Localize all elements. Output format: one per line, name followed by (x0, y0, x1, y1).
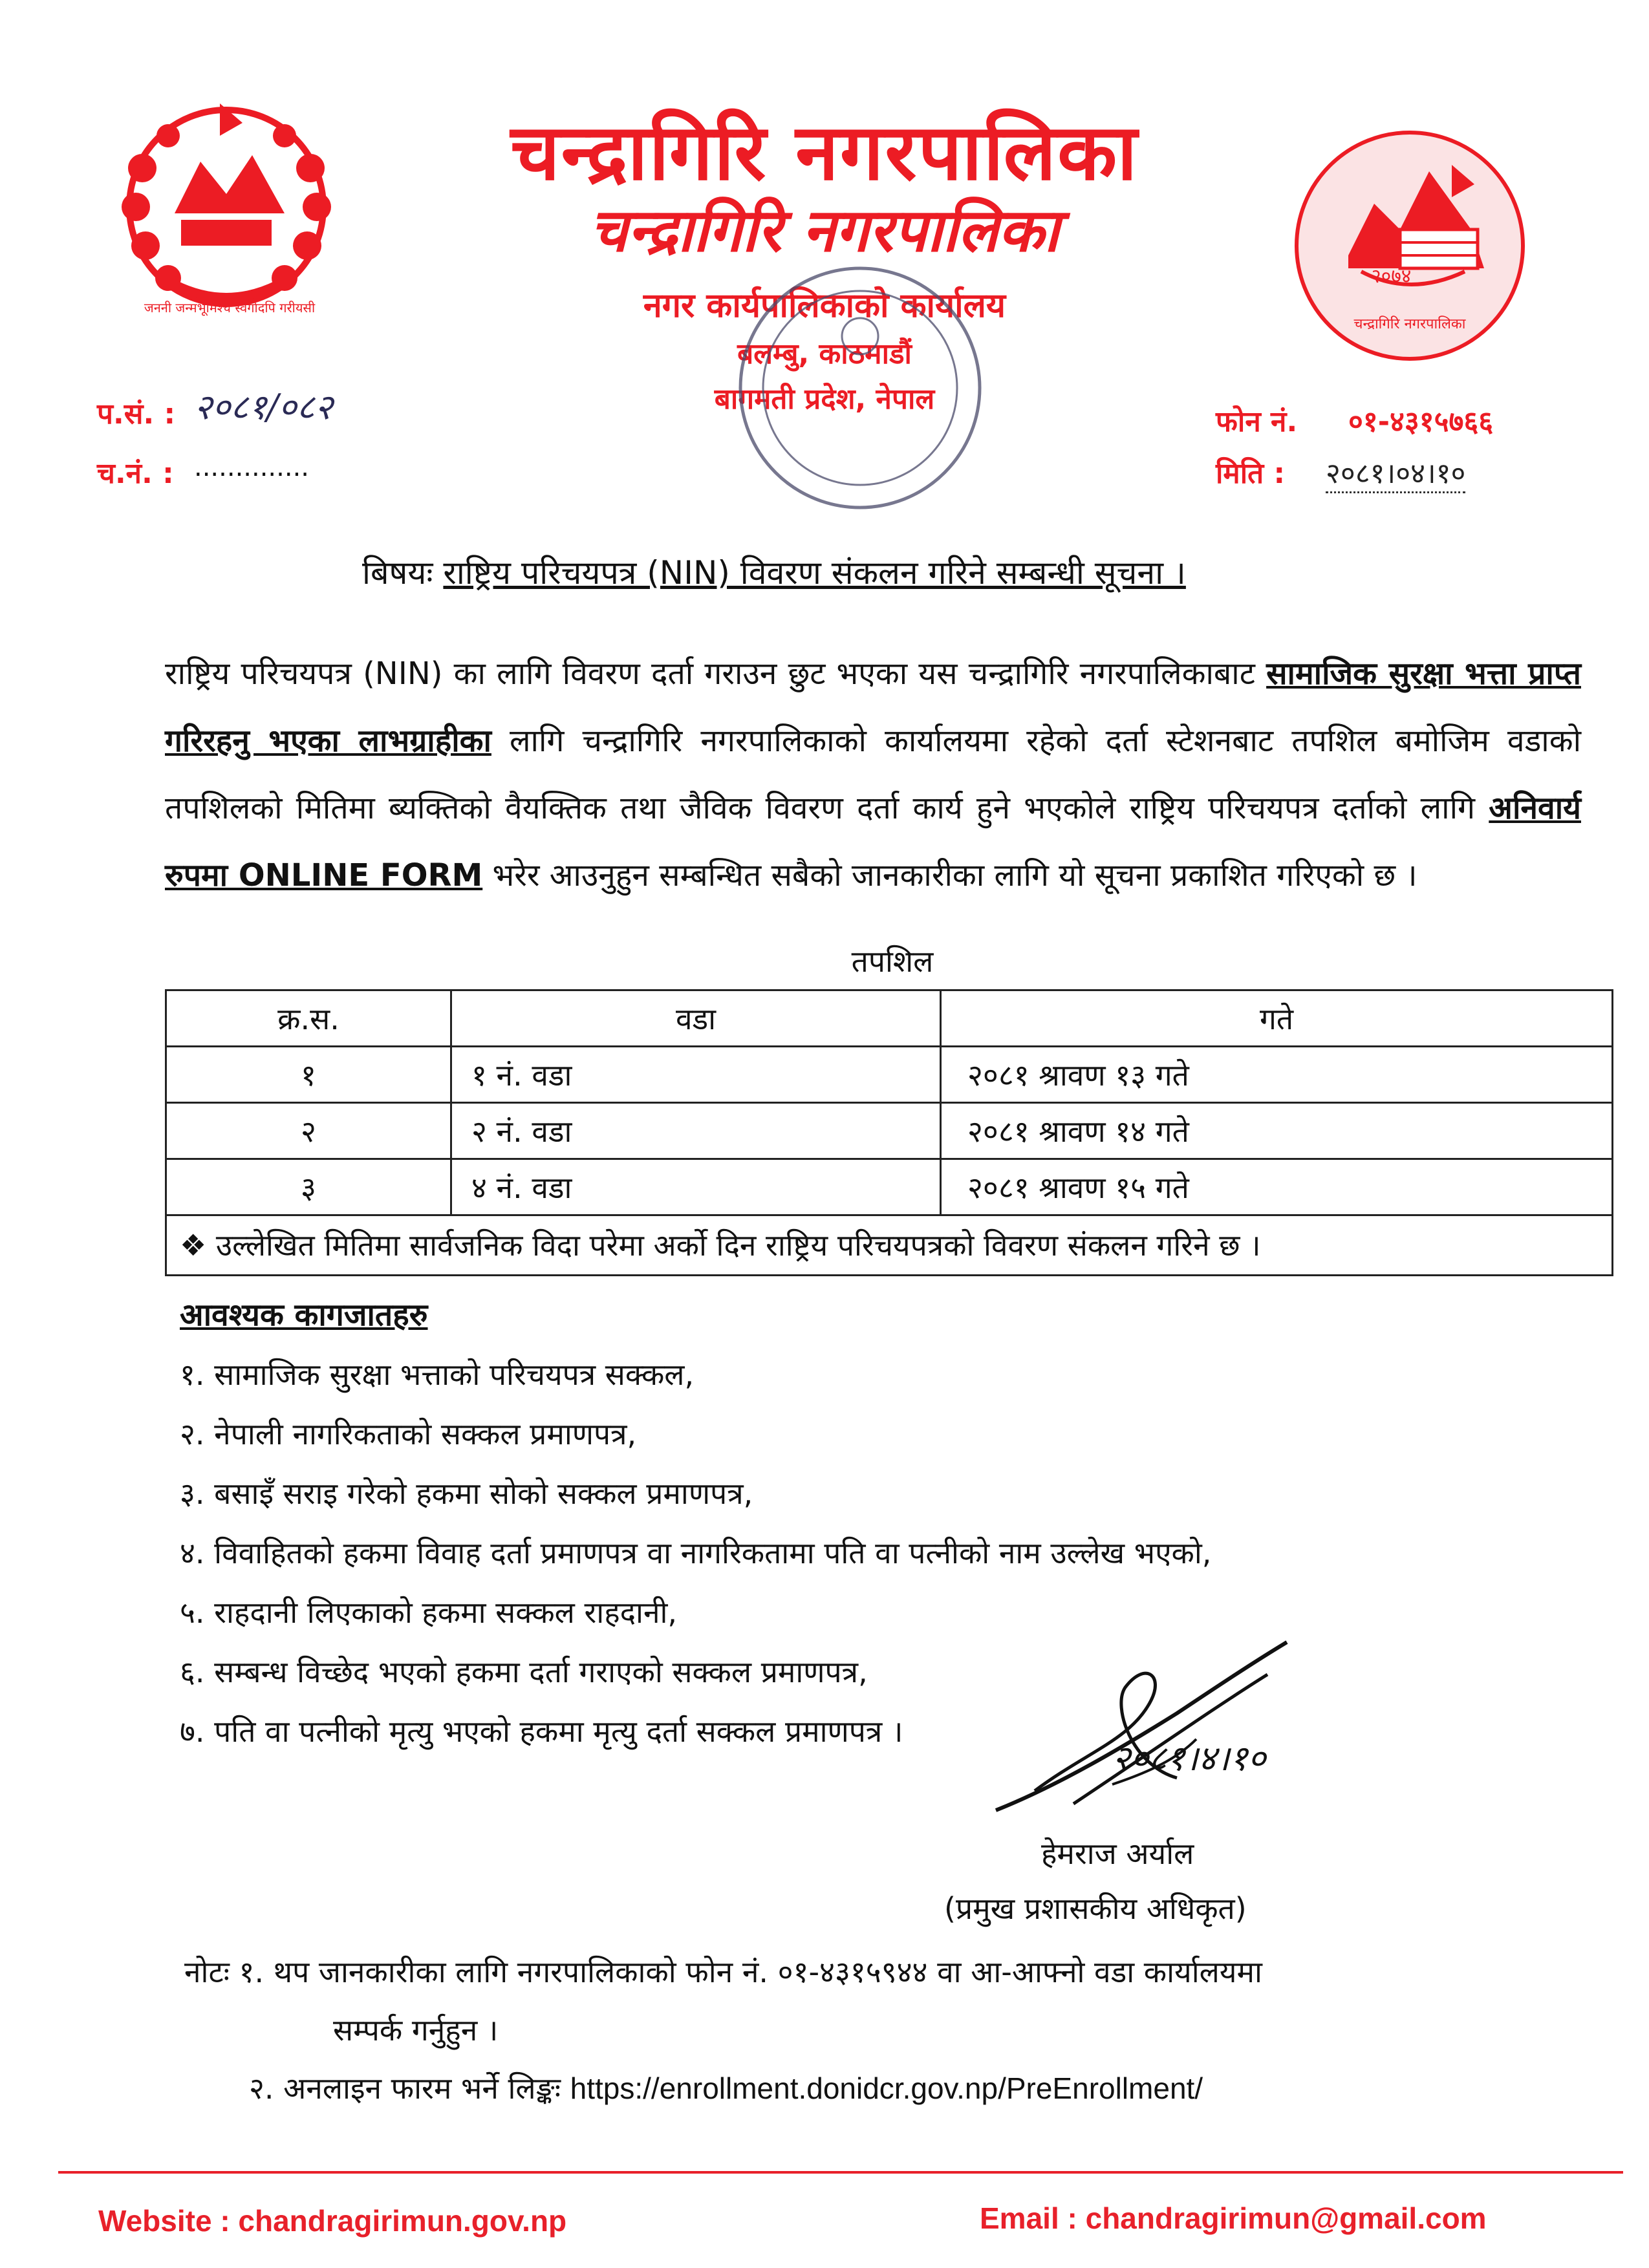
footnotes (184, 1943, 1607, 2117)
nepal-emblem (97, 91, 356, 323)
subject-label: बिषयः (362, 554, 433, 592)
municipality-title-stylized: चन्द्रागिरि नगरपालिका (590, 196, 1059, 265)
table-row (166, 1103, 1613, 1159)
note-1: १. थप जानकारीका लागि नगरपालिकाको फोन नं. ०१-४३१५९४४ वा आ-आफ्नो वडा कार्यालयमा (239, 1954, 1262, 1989)
office-stamp (731, 259, 989, 517)
email-link[interactable]: Email : chandragirimun@gmail.com (980, 2201, 1487, 2235)
column-header: वडा (451, 990, 941, 1047)
website-link[interactable]: Website : chandragirimun.gov.np (98, 2204, 567, 2238)
body-part-3: लागि चन्द्रागिरि नगरपालिकाको कार्यालयमा रहेको दर्ता स्टेशनबाट तपशिल बमोजिम वडाको तपशिलको मितिमा ब्यक्तिको वैयक्तिक तथा जैविक विवरण दर्ता कार्य हुने भएकोले राष्ट्रिय परिचयपत्र दर्ताको लागि (165, 723, 1581, 826)
note-2: २. अनलाइन फारम भर्ने लिङ्कः (249, 2071, 561, 2106)
date-cell: २०८१ श्रावण १५ गते (941, 1159, 1613, 1215)
signatory-designation: (प्रमुख प्रशासकीय अधिकृत) (944, 1891, 1247, 1926)
schedule-heading: तपशिल (851, 944, 934, 979)
subject-text: राष्ट्रिय परिचयपत्र (NIN) विवरण संकलन गरिने सम्बन्धी सूचना । (443, 554, 1186, 592)
column-header: गते (941, 990, 1613, 1047)
office-name: नगर कार्यपालिकाको कार्यालय (643, 286, 1006, 325)
enrollment-link[interactable]: https://enrollment.donidcr.gov.np/PreEnrollment/ (570, 2071, 1203, 2105)
body-part-5: भरेर आउनुहुन सम्बन्धित सबैको जानकारीका लागि यो सूचना प्रकाशित गरिएको छ । (492, 857, 1417, 893)
body-online-form: अनिवार्य रुपमा ONLINE FORM (165, 790, 1581, 893)
date-cell: २०८१ श्रावण १३ गते (941, 1047, 1613, 1103)
holiday-note: ❖ उल्लेखित मितिमा सार्वजनिक विदा परेमा अर्को दिन राष्ट्रिय परिचयपत्रको विवरण संकलन गरिने छ । (166, 1215, 1613, 1276)
list-item: २. नेपाली नागरिकताको सक्कल प्रमाणपत्र, (180, 1417, 637, 1451)
list-item: १. सामाजिक सुरक्षा भत्ताको परिचयपत्र सक्कल, (180, 1357, 695, 1392)
notice-body (165, 640, 1581, 909)
date-value: २०८१।०४।१० (1326, 453, 1465, 493)
note-line-1 (184, 1943, 1607, 2001)
table-row (166, 1047, 1613, 1103)
phone-number: ०१-४३१५७६६ (1348, 405, 1494, 438)
dispatch-number-value: .............. (194, 453, 310, 482)
table-header-row (166, 990, 1613, 1047)
municipality-title: चन्द्रागिरि नगरपालिका (510, 108, 1139, 198)
body-beneficiaries: सामाजिक सुरक्षा भत्ता प्राप्त गरिरहनु भएका लाभग्राहीका (165, 656, 1581, 759)
schedule-table (165, 989, 1613, 1276)
phone-label: फोन नं. (1216, 405, 1298, 438)
table-row (166, 1159, 1613, 1215)
column-header: क्र.स. (166, 990, 451, 1047)
list-item: ५. राहदानी लिएकाको हकमा सक्कल राहदानी, (180, 1595, 678, 1630)
serial-cell: ३ (166, 1159, 451, 1215)
serial-cell: २ (166, 1103, 451, 1159)
note-label: नोटः (184, 1954, 230, 1989)
ref-number-label: प.सं. : (97, 398, 176, 431)
signatory-name: हेमराज अर्याल (1041, 1836, 1194, 1871)
signature-date: २०८१।४।१० (1112, 1738, 1266, 1779)
office-location: बलम्बु, काठमाडौं (737, 337, 912, 370)
dispatch-number-label: च.नं. : (97, 457, 174, 490)
list-item: ७. पति वा पत्नीको मृत्यु भएको हकमा मृत्यु दर्ता सक्कल प्रमाणपत्र । (180, 1714, 903, 1749)
date-cell: २०८१ श्रावण १४ गते (941, 1103, 1613, 1159)
note-1-continued: सम्पर्क गर्नुहुन । (333, 2013, 499, 2048)
list-item: ३. बसाइँ सराइ गरेको हकमा सोको सक्कल प्रमाणपत्र, (180, 1476, 753, 1511)
list-item: ६. सम्बन्ध विच्छेद भएको हकमा दर्ता गराएको सक्कल प्रमाणपत्र, (180, 1654, 868, 1689)
list-item: ४. विवाहितको हकमा विवाह दर्ता प्रमाणपत्र वा नागरिकतामा पति वा पत्नीको नाम उल्लेख भएको, (180, 1535, 1212, 1570)
footer-divider (58, 2171, 1623, 2174)
office-province: बागमती प्रदेश, नेपाल (714, 383, 935, 416)
body-part-1: राष्ट्रिय परिचयपत्र (NIN) का लागि विवरण दर्ता गराउन छुट भएका यस चन्द्रागिरि नगरपालिकाबाट (165, 656, 1255, 692)
logo-caption: चन्द्रागिरि नगरपालिका (1353, 316, 1466, 332)
notice-subject (362, 550, 1371, 594)
logo-year: २०७४ (1371, 265, 1412, 288)
ref-number-value: २०८१/०८२ (194, 387, 333, 427)
ward-cell: २ नं. वडा (451, 1103, 941, 1159)
table-note-row (166, 1215, 1613, 1276)
emblem-motto: जननी जन्मभूमिश्च स्वर्गादपि गरीयसी (144, 300, 316, 316)
ward-cell: १ नं. वडा (451, 1047, 941, 1103)
date-label: मिति : (1216, 457, 1286, 490)
serial-cell: १ (166, 1047, 451, 1103)
ward-cell: ४ नं. वडा (451, 1159, 941, 1215)
requirements-heading: आवश्यक कागजातहरु (180, 1297, 428, 1333)
note-line-2 (184, 2059, 1607, 2117)
